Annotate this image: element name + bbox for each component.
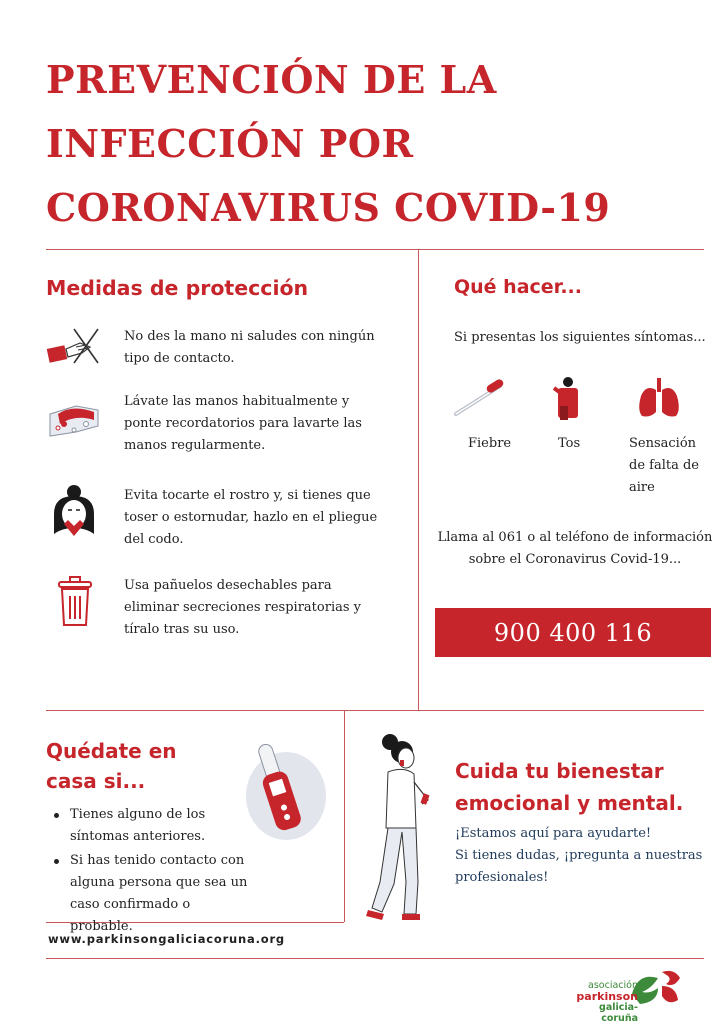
proteccion-item-3-text: Evita tocarte el rostro y, si tienes que toser o estornudar, hazlo en el pliegue del codo. xyxy=(124,488,378,547)
quedate-heading xyxy=(46,736,177,796)
logo-text xyxy=(568,980,638,1024)
title-line-3: CORONAVIRUS COVID-19 xyxy=(46,185,611,230)
logo-line-2: parkinson xyxy=(576,990,638,1003)
phone-number-banner[interactable]: 900 400 116 xyxy=(435,608,711,657)
proteccion-item-1-text: No des la mano ni saludes con ningún tipo de contacto. xyxy=(124,329,375,366)
lungs-icon xyxy=(636,376,682,420)
person-with-phone-illustration xyxy=(362,732,448,926)
top-divider xyxy=(46,249,704,250)
bienestar-heading-line-1: Cuida tu bienestar xyxy=(455,759,664,783)
handwash-icon xyxy=(46,396,104,444)
bienestar-line-2: Si tienes dudas, ¡pregunta a nuestras profesionales! xyxy=(455,848,703,885)
bienestar-text xyxy=(455,823,715,889)
bienestar-heading xyxy=(455,755,683,819)
thermometer-icon xyxy=(452,376,510,418)
symptom-fiebre-label: Fiebre xyxy=(468,436,512,451)
quedate-bullet-list xyxy=(48,804,248,940)
symptom-tos-label: Tos xyxy=(558,436,581,451)
quedate-bullet-1: Tienes alguno de los síntomas anteriores. xyxy=(48,804,248,848)
quedate-bullet-2: Si has tenido contacto con alguna persona que sea un caso confirmado o probable. xyxy=(48,850,248,938)
association-logo xyxy=(568,966,688,1024)
page-title xyxy=(46,48,706,240)
proteccion-item-2-text: Lávate las manos habitualmente y ponte recordatorios para lavarte las manos regularmente. xyxy=(124,394,362,453)
title-line-2: INFECCIÓN POR xyxy=(46,121,414,166)
coughing-person-icon xyxy=(550,376,586,422)
logo-line-3: galicia-coruña xyxy=(599,1002,638,1024)
bienestar-heading-line-2: emocional y mental. xyxy=(455,791,684,815)
website-link[interactable]: www.parkinsongaliciacoruna.org xyxy=(48,932,285,946)
trash-bin-icon xyxy=(55,576,95,628)
title-line-1: PREVENCIÓN DE LA xyxy=(46,57,497,102)
proteccion-heading: Medidas de protección xyxy=(46,276,309,300)
que-hacer-intro: Si presentas los siguientes síntomas... xyxy=(454,330,706,345)
proteccion-item-4-text: Usa pañuelos desechables para eliminar secreciones respiratorias y tíralo tras su uso. xyxy=(124,578,361,637)
lower-vertical-divider xyxy=(344,711,345,922)
quedate-heading-line-1: Quédate en xyxy=(46,739,177,763)
bienestar-line-1: ¡Estamos aquí para ayudarte! xyxy=(455,826,652,841)
logo-line-1: asociación xyxy=(588,980,638,991)
call-text: Llama al 061 o al teléfono de información sobre el Coronavirus Covid-19... xyxy=(437,530,713,567)
symptom-aire-label: Sensación de falta de aire xyxy=(629,436,699,495)
bottom-divider xyxy=(46,958,704,959)
quedate-heading-line-2: casa si... xyxy=(46,769,146,793)
que-hacer-heading: Qué hacer... xyxy=(454,276,582,298)
middle-divider xyxy=(46,710,704,711)
upper-vertical-divider xyxy=(418,250,419,710)
handshake-crossed-icon xyxy=(46,325,102,367)
cough-face-icon xyxy=(46,484,102,540)
